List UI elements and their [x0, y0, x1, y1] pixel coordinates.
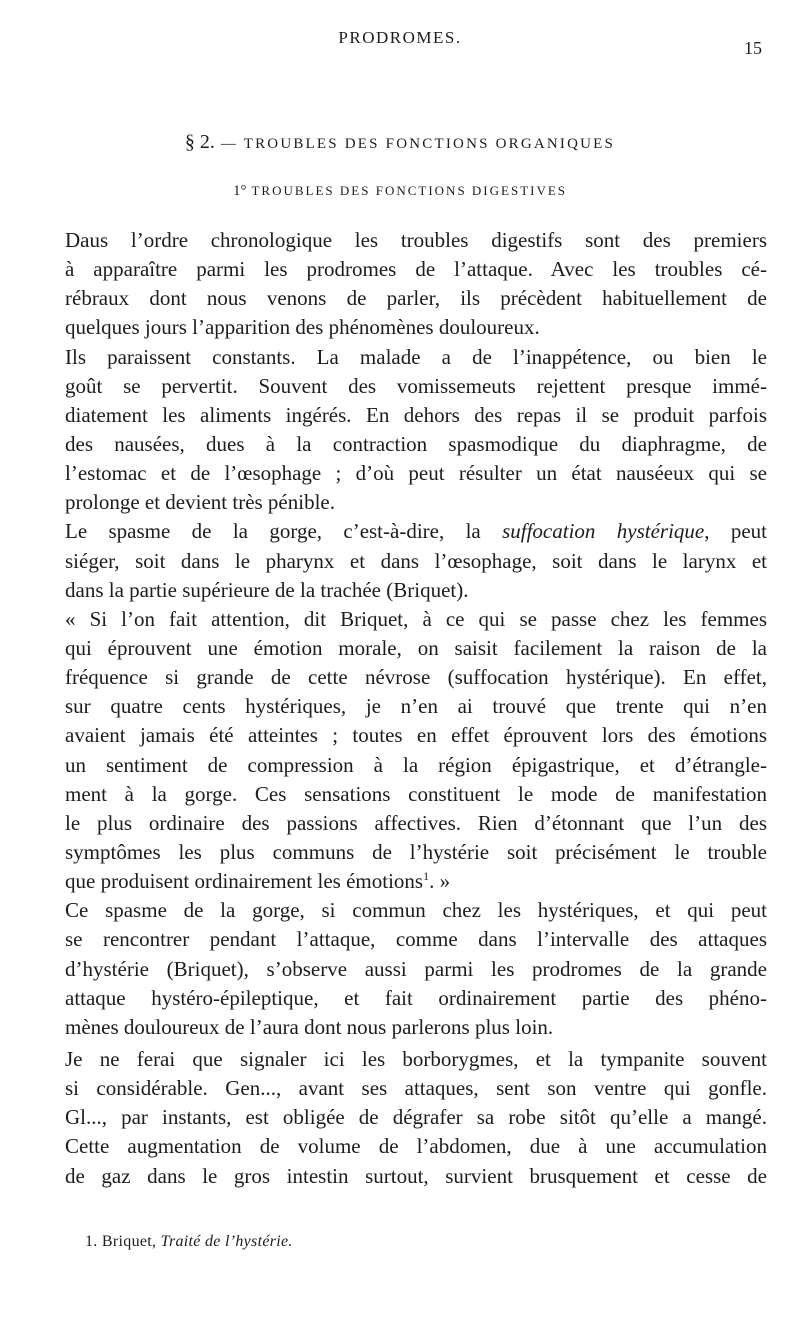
text-line: diatement les aliments ingérés. En dehors des repas il se produit parfois [65, 402, 767, 427]
quotation-paragraph [65, 605, 767, 896]
text-line: l’estomac et de l’œsophage ; d’où peut résulter un état nauséeux qui se [65, 461, 767, 486]
text-line: Le spasme de la gorge, c’est-à-dire, la suffocation hystérique, peut [65, 519, 767, 544]
text-line: Cette augmentation de volume de l’abdomen, due à une accumulation [65, 1134, 767, 1159]
text-line: rébraux dont nous venons de parler, ils précèdent habituellement de [65, 286, 767, 311]
text-line: des nausées, dues à la contraction spasmodique du diaphragme, de [65, 431, 767, 456]
text-line: quelques jours l’apparition des phénomènes douloureux. [65, 315, 540, 340]
quotation-closing: . » [429, 869, 451, 894]
page-number: 15 [744, 38, 762, 58]
text-line: fréquence si grande de cette névrose (suffocation hystérique). En effet, [65, 665, 767, 690]
paragraph [65, 1045, 767, 1191]
text-line-content: que produisent ordinairement les émotions [65, 869, 424, 894]
footnote-title: Traité de l’hystérie. [160, 1233, 293, 1250]
text-line: ment à la gorge. Ces sensations constituent le mode de manifestation [65, 781, 767, 806]
text-line: prolonge et devient très pénible. [65, 490, 335, 515]
paragraph [65, 343, 767, 518]
text-line: dans la partie supérieure de la trachée (Briquet). [65, 577, 469, 602]
footnote-reference: 1 [423, 869, 430, 884]
section-title [0, 131, 800, 154]
text-line: Ce spasme de la gorge, si commun chez les hystériques, et qui peut [65, 898, 767, 923]
text-line: si considérable. Gen..., avant ses attaques, sent son ventre qui gonfle. [65, 1076, 767, 1101]
footnote [85, 1233, 293, 1251]
emphasized-term: suffocation hystérique [502, 519, 705, 544]
text-line: mènes douloureux de l’aura dont nous parlerons plus loin. [65, 1014, 554, 1039]
text-line: à apparaître parmi les prodromes de l’attaque. Avec les troubles cé- [65, 257, 767, 282]
subsection-number: 1° [232, 183, 247, 199]
paragraph [65, 896, 767, 1042]
text-line: le plus ordinaire des passions affectives. Rien d’étonnant que l’un des [65, 810, 767, 835]
text-line [65, 867, 767, 896]
text-line: qui éprouvent une émotion morale, on saisit facilement la raison de la [65, 635, 767, 660]
text-line: Gl..., par instants, est obligée de dégrafer sa robe sitôt qu’elle a mangé. [65, 1105, 767, 1130]
text-line: de gaz dans le gros intestin surtout, survient brusquement et cesse de [65, 1163, 767, 1188]
text-line: un sentiment de compression à la région épigastrique, et d’étrangle- [65, 752, 767, 777]
paragraph [65, 517, 767, 604]
text-line: Je ne ferai que signaler ici les borborygmes, et la tympanite souvent [65, 1046, 767, 1071]
text-line: d’hystérie (Briquet), s’observe aussi parmi les prodromes de la grande [65, 956, 767, 981]
text-line: sur quatre cents hystériques, je n’en ai trouvé que trente qui n’en [65, 694, 767, 719]
text-line: Daus l’ordre chronologique les troubles digestifs sont des premiers [65, 228, 767, 252]
text-line: « Si l’on fait attention, dit Briquet, à ce qui se passe chez les femmes [65, 606, 767, 631]
text-line: siéger, soit dans le pharynx et dans l’œsophage, soit dans le larynx et [65, 548, 767, 573]
text-line: se rencontrer pendant l’attaque, comme dans l’intervalle des attaques [65, 927, 767, 952]
section-symbol: § 2. [184, 131, 215, 153]
text-line: Ils paraissent constants. La malade a de l’inappétence, ou bien le [65, 344, 767, 369]
text-line: goût se pervertit. Souvent des vomissemeuts rejettent presque immé- [65, 373, 767, 398]
text-line: attaque hystéro-épileptique, et fait ordinairement partie des phéno- [65, 985, 767, 1010]
text-line: symptômes les plus communs de l’hystérie soit précisément le trouble [65, 839, 767, 864]
running-head: PRODROMES. [338, 28, 462, 47]
text-line: avaient jamais été atteintes ; toutes en effet éprouvent lors des émotions [65, 723, 767, 748]
footnote-number: 1. [85, 1233, 98, 1250]
section-title-text: — TROUBLES DES FONCTIONS ORGANIQUES [220, 136, 616, 152]
subsection-title [0, 183, 800, 200]
subsection-title-text: TROUBLES DES FONCTIONS DIGESTIVES [251, 183, 568, 198]
paragraph [65, 226, 767, 343]
footnote-author: Briquet, [101, 1233, 157, 1250]
body-text [65, 226, 767, 1191]
